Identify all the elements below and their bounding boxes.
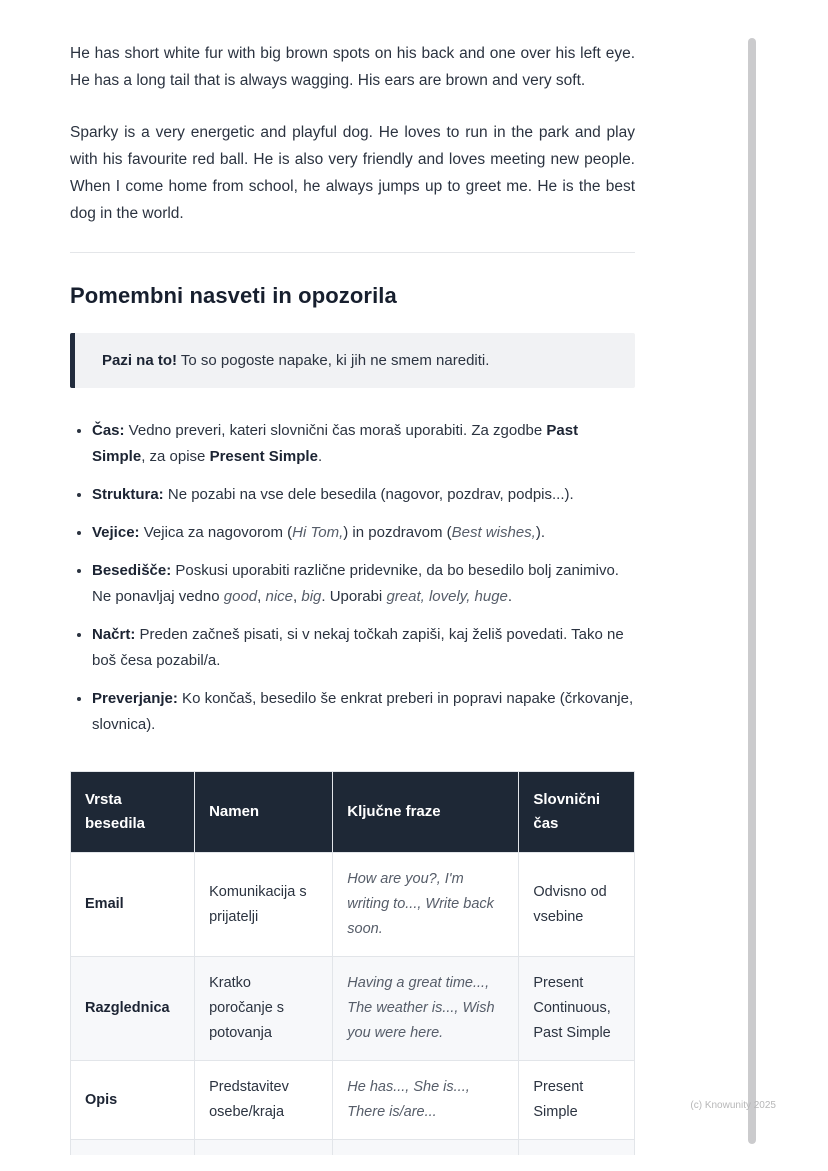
watermark: (c) Knowunity 2025	[690, 1100, 776, 1111]
text-run-italic: nice	[265, 588, 294, 605]
tip-item	[92, 558, 635, 610]
text-run: Komunikacija s prijatelji	[209, 883, 307, 925]
table-cell	[519, 1140, 635, 1156]
table-row	[71, 1061, 635, 1140]
table-header-cell: Ključne fraze	[333, 772, 519, 853]
table-row	[71, 853, 635, 957]
text-run: Preden začneš pisati, si v nekaj točkah zapiši, kaj želiš povedati. Tako ne boš česa pozabil/a.	[92, 626, 624, 669]
text-run: Ko končaš, besedilo še enkrat preberi in popravi napake (črkovanje, slovnica).	[92, 690, 634, 733]
text-run-bold: Načrt:	[92, 626, 136, 643]
callout-lead: Pazi na to!	[102, 352, 178, 369]
table-cell	[71, 853, 195, 957]
text-run-bold: Opis	[85, 1091, 118, 1108]
tips-list	[70, 418, 635, 738]
table-cell	[195, 853, 333, 957]
text-run: Ne pozabi na vse dele besedila (nagovor, pozdrav, podpis...).	[163, 486, 574, 503]
text-run: . Uporabi	[321, 588, 387, 605]
table-row-partial	[71, 1140, 635, 1156]
text-run: ).	[535, 524, 545, 541]
table-header-row	[71, 772, 635, 853]
section-title: Pomembni nasveti in opozorila	[70, 283, 397, 308]
table-cell	[333, 853, 519, 957]
text-run: Poskusi uporabiti različne pridevnike, da bo besedilo bolj zanimivo. Ne ponavljaj vedno	[92, 562, 619, 605]
table-cell	[519, 853, 635, 957]
text-run-bold: Vejice:	[92, 524, 140, 541]
text-run-bold: Past Simple	[92, 422, 579, 465]
tip-item	[92, 520, 635, 546]
text-run: Predstavitev osebe/kraja	[209, 1079, 289, 1120]
text-run-italic: Having a great time..., The weather is..., Wish you were here.	[347, 975, 495, 1041]
text-run-italic: big	[301, 588, 322, 605]
table-cell	[71, 1140, 195, 1156]
text-run: Odvisno od vsebine	[533, 883, 607, 925]
table-cell	[519, 957, 635, 1061]
table-cell	[71, 957, 195, 1061]
document-content	[70, 40, 635, 1155]
text-run: Kratko poročanje s potovanja	[209, 975, 285, 1041]
callout-rest: To so pogoste napake, ki jih ne smem narediti.	[177, 352, 490, 369]
section-divider	[70, 252, 635, 253]
tip-item	[92, 686, 635, 738]
text-run: Vedno preveri, kateri slovnični čas moraš uporabiti. Za zgodbe	[124, 422, 547, 439]
table-clip-region	[70, 771, 635, 1155]
text-run-bold: Čas:	[92, 422, 125, 439]
text-run-bold: Preverjanje:	[92, 690, 178, 707]
table-cell	[71, 1061, 195, 1140]
text-run: , za opise	[141, 448, 210, 465]
table-cell	[195, 1061, 333, 1140]
text-run-italic: great, lovely, huge	[386, 588, 508, 605]
scrollbar[interactable]	[748, 38, 756, 1144]
table-cell	[333, 1061, 519, 1140]
text-run-italic: How are you?, I'm writing to..., Write back soon.	[347, 871, 494, 937]
text-run-bold: Razglednica	[85, 1000, 170, 1016]
text-run-italic: good	[223, 588, 258, 605]
paragraph-dog-appearance: He has short white fur with big brown spots on his back and one over his left eye. He has a long tail that is always wagging. His ears are brown and very soft.	[70, 45, 635, 89]
text-run-bold: Present Simple	[209, 448, 318, 465]
table-cell	[333, 1140, 519, 1156]
text-run: ,	[257, 588, 266, 605]
tip-item	[92, 418, 635, 470]
table-cell	[333, 957, 519, 1061]
tip-item	[92, 482, 635, 508]
text-run-bold: Struktura:	[92, 486, 164, 503]
writing-types-table	[70, 771, 635, 1155]
text-run: Present Simple	[533, 1079, 584, 1120]
callout-text	[102, 349, 615, 372]
callout-warning	[70, 333, 635, 388]
text-run-italic: Hi Tom,	[292, 524, 344, 541]
table-row	[71, 957, 635, 1061]
text-run-italic: He has..., She is..., There is/are...	[347, 1079, 470, 1120]
table-cell	[195, 957, 333, 1061]
tip-item	[92, 622, 635, 674]
text-run: .	[507, 588, 513, 605]
table-header-cell: Vrsta besedila	[71, 772, 195, 853]
table-cell	[519, 1061, 635, 1140]
table-cell	[195, 1140, 333, 1156]
text-run: ) in pozdravom (	[343, 524, 452, 541]
text-run: Vejica za nagovorom (	[139, 524, 293, 541]
text-run-bold: Besedišče:	[92, 562, 172, 579]
text-run: ,	[293, 588, 302, 605]
table-header-cell: Slovnični čas	[519, 772, 635, 853]
text-run-italic: Best wishes,	[451, 524, 536, 541]
text-run: .	[317, 448, 323, 465]
table-header-cell: Namen	[195, 772, 333, 853]
text-run-bold: Email	[85, 896, 124, 912]
text-run: Present Continuous, Past Simple	[533, 975, 611, 1041]
paragraph-dog-character: Sparky is a very energetic and playful dog. He loves to run in the park and play with his favourite red ball. He is also very friendly and loves meeting new people. When I come home from school, he always jumps up to greet me. He is the best dog in the world.	[70, 124, 635, 222]
